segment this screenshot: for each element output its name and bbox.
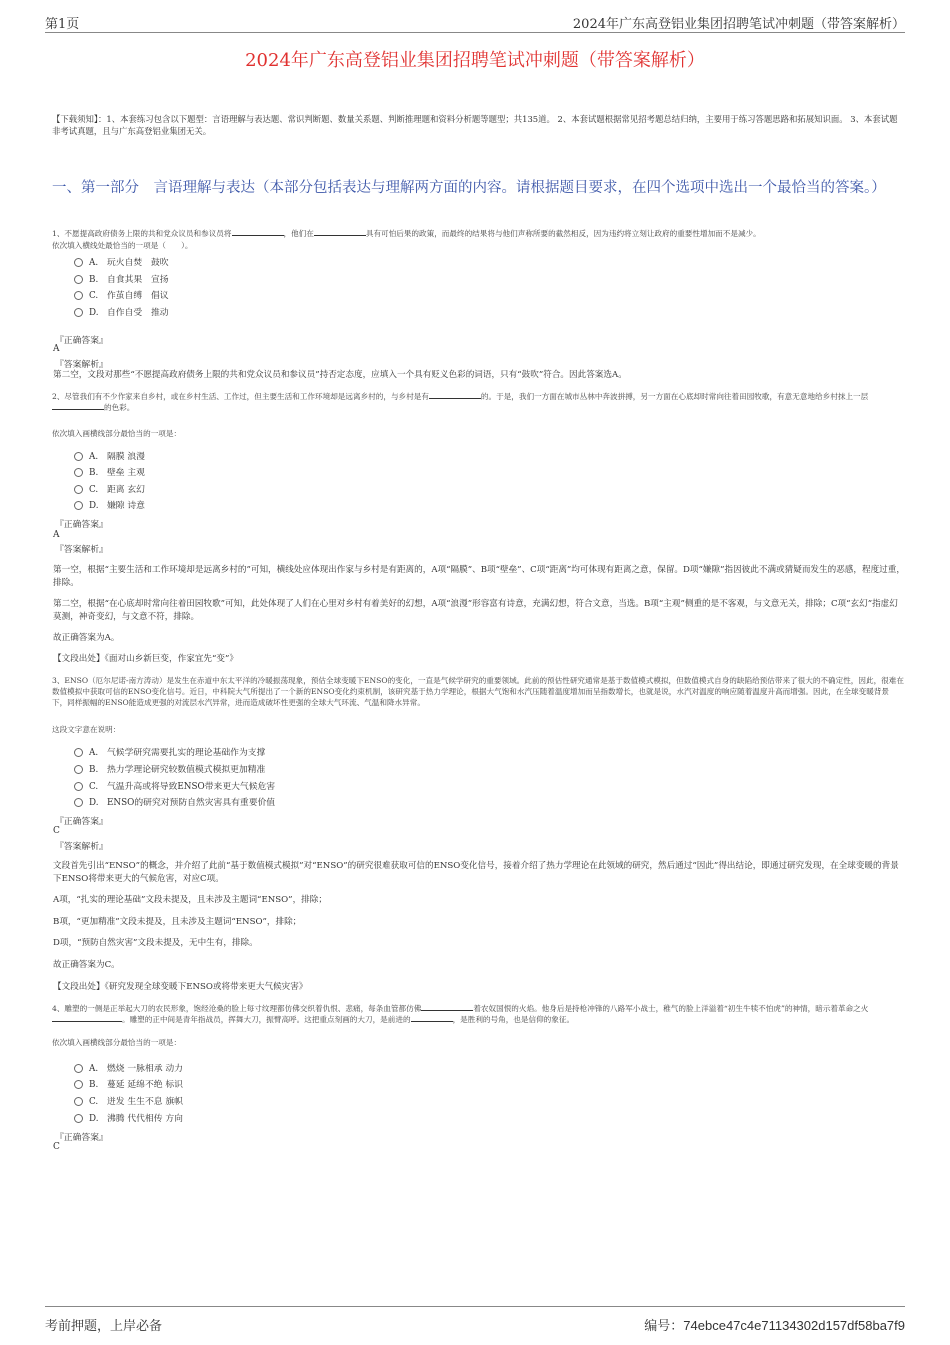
blank [429,391,481,399]
radio-button[interactable] [74,501,83,510]
correct-answer-label: 『正确答案』 [55,520,108,530]
radio-button[interactable] [74,798,83,807]
q1-prompt: 依次填入横线处最恰当的一项是（ ）。 [52,241,193,250]
q4-stem: 4、雕塑的一侧是正举起大刀的农民形象，饱经沧桑的脸上每寸纹理都仿佛交织着仇恨、悲痛，每条血管都仿佛 着农奴国恨的火焰。他身后是持枪冲锋的八路军小战士，稚气的脸上洋溢着“初生牛犊不怕虎”的神情，暗示着革命之火。雕塑的正中间是青年指战员，挥舞大刀，振臂高呼。这把重点刻画的大刀，是前进的 ，是胜利的号角，也是信仰的象征。 [52,1004,869,1024]
q1-option-a[interactable]: A. 玩火自焚 鼓吹 [74,255,169,269]
q3-analysis-b: B项，“更加精准”文段未提及，且未涉及主题词“ENSO”，排除； [53,917,302,927]
analysis-label: 『答案解析』 [55,842,108,852]
q3-option-b[interactable]: B. 热力学理论研究较数值模式模拟更加精准 [74,762,265,776]
q2-conclusion: 故正确答案为A。 [53,633,120,643]
radio-button[interactable] [74,275,83,284]
q4-option-d[interactable]: D. 沸腾 代代相传 方向 [74,1111,183,1125]
q2-analysis-1: 第一空，根据“主要生活和工作环境却是远离乡村的”可知，横线处应体现出作家与乡村是有距离的，A项“隔膜”、B项“壁垒”、C项“距离”均可体现有距离之意，保留。D项“嫌隙”指因彼此不满或猜疑而发生的恶感，程度过重，排除。 [53,565,905,588]
q3-analysis-1: 文段首先引出“ENSO”的概念，并介绍了此前“基于数值模式模拟”对“ENSO”的研究很难获取可信的ENSO变化信号，接着介绍了热力学理论在此领域的研究，然后通过“因此”得出结论，即通过研究发现，在全球变暖的背景下ENSO将带来更大的气候危害，对应C项。 [53,861,899,884]
radio-button[interactable] [74,1064,83,1073]
q3-source: 【文段出处】《研究发现全球变暖下ENSO或将带来更大气候灾害》 [53,982,308,992]
radio-button[interactable] [74,291,83,300]
q3-analysis-a: A项，“扎实的理论基础”文段未提及，且未涉及主题词“ENSO”，排除； [53,895,327,905]
download-notice: 【下载须知】：1、本套练习包含以下题型：言语理解与表达题、常识判断题、数量关系题、判断推理题和资料分析题等题型；共135道。 2、本套试题根据常见招考题总结归纳，主要用于练习答题思路和拓展知识面。 3、本套试题非考试真题，且与广东高登铝业集团无关。 [52,114,898,136]
q2-option-d[interactable]: D. 嫌隙 诗意 [74,498,145,512]
q1-answer: A [53,344,60,354]
page-title: 2024年广东高登铝业集团招聘笔试冲刺题（带答案解析） [245,50,705,71]
q3-option-c[interactable]: C. 气温升高或将导致ENSO带来更大气候危害 [74,779,275,793]
radio-button[interactable] [74,452,83,461]
q2-source: 【文段出处】《面对山乡新巨变，作家宜先“变”》 [53,654,238,664]
header-doc-title: 2024年广东高登铝业集团招聘笔试冲刺题（带答案解析） [572,17,905,32]
correct-answer-label: 『正确答案』 [55,817,108,827]
q2-option-c[interactable]: C. 距离 玄幻 [74,482,145,496]
blank [421,1003,473,1011]
q3-option-d[interactable]: D. ENSO的研究对预防自然灾害具有重要价值 [74,795,275,809]
q4-option-a[interactable]: A. 燃烧 一脉相承 动力 [74,1061,183,1075]
q4-option-c[interactable]: C. 迸发 生生不息 旗帜 [74,1094,183,1108]
radio-button[interactable] [74,1114,83,1123]
q2-stem: 2、尽管我们有不少作家来自乡村，或在乡村生活、工作过，但主要生活和工作环境却是远离乡村的，与乡村是有 的。于是，我们一方面在城市丛林中奔波拼搏，另一方面在心底却时常向往着田园牧歌，有意无意地给乡村抹上一层的色彩。 [52,392,869,412]
q1-option-c[interactable]: C. 作茧自缚 倡议 [74,288,169,302]
blank [52,1014,122,1022]
blank [411,1014,453,1022]
blank [52,402,104,410]
q2-prompt: 依次填入画横线部分最恰当的一项是： [52,429,182,438]
radio-button[interactable] [74,485,83,494]
q2-analysis-2: 第二空，根据“在心底却时常向往着田园牧歌”可知，此处体现了人们在心里对乡村有着美好的幻想，A项“浪漫”形容富有诗意，充满幻想，符合文意，当选。B项“主观”侧重的是不客观，与文意无关，排除；C项“玄幻”指虚幻莫测，神奇变幻，与文意不符，排除。 [53,599,898,622]
blank [314,228,366,236]
q4-answer: C [53,1142,60,1152]
blank [232,228,284,236]
footer-code: 编号：74ebce47c4e71134302d157df58ba7f9 [644,1318,905,1334]
radio-button[interactable] [74,1097,83,1106]
q3-analysis-d: D项，“预防自然灾害”文段未提及，无中生有，排除。 [53,938,258,948]
radio-button[interactable] [74,765,83,774]
radio-button[interactable] [74,258,83,267]
radio-button[interactable] [74,748,83,757]
q3-prompt: 这段文字意在说明： [52,725,121,734]
radio-button[interactable] [74,468,83,477]
q2-option-a[interactable]: A. 隔膜 浪漫 [74,449,145,463]
q4-prompt: 依次填入画横线部分最恰当的一项是： [52,1038,182,1047]
q3-answer: C [53,826,60,836]
radio-button[interactable] [74,782,83,791]
q4-option-b[interactable]: B. 蔓延 延绵不绝 标识 [74,1077,183,1091]
radio-button[interactable] [74,308,83,317]
analysis-label: 『答案解析』 [55,545,108,555]
q1-stem: 1、不愿提高政府债务上限的共和党众议员和参议员将 ，他们在 具有可怕后果的政策，而最终的结果将与他们声称所要的截然相反，因为违约将立刻让政府的重要性增加而不是减少。 [52,229,761,238]
q2-option-b[interactable]: B. 壁垒 主观 [74,465,145,479]
correct-answer-label: 『正确答案』 [55,336,108,346]
radio-button[interactable] [74,1080,83,1089]
q1-option-d[interactable]: D. 自作自受 推动 [74,305,169,319]
analysis-label: 『答案解析』 [55,360,108,370]
q3-stem: 3、ENSO（厄尔尼诺-南方涛动）是发生在赤道中东太平洋的冷暖振荡现象，预估全球变暖下ENSO的变化，一直是气候学研究的重要领域。此前的预估性研究通常是基于数值模式模拟，但数值模式自身的缺陷给预估带来了很大的不确定性，因此，很难在数值模拟中获取可信的ENSO变化信号。近日，中科院大气所提出了一个新的ENSO变化约束机制，该研究基于热力学理论，根据大气饱和水汽压随着温度增加而呈指数增长，也就是说，水汽对温度的响应随着温度升高而增强。因此，在全球变暖背景下，同样振幅的ENSO能造成更强的对流层水汽异常，进而造成破坏性更强的全球大气环流、气温和降水异常。 [52,676,904,707]
q3-option-a[interactable]: A. 气候学研究需要扎实的理论基础作为支撑 [74,745,265,759]
page-number: 第1页 [45,17,80,32]
section-heading: 一、第一部分 言语理解与表达（本部分包括表达与理解两方面的内容。请根据题目要求，在四个选项中选出一个最恰当的答案。） [52,180,886,196]
correct-answer-label: 『正确答案』 [55,1133,108,1143]
page-header [45,10,905,33]
page-footer [45,1306,905,1335]
q1-analysis: 第二空，文段对那些“不愿提高政府债务上限的共和党众议员和参议员”持否定态度，应填入一个具有贬义色彩的词语，只有“鼓吹”符合。因此答案选A。 [53,370,627,380]
q3-conclusion: 故正确答案为C。 [53,960,120,970]
q1-option-b[interactable]: B. 自食其果 宣扬 [74,272,169,286]
footer-slogan: 考前押题，上岸必备 [45,1319,163,1334]
q2-answer: A [53,530,60,540]
